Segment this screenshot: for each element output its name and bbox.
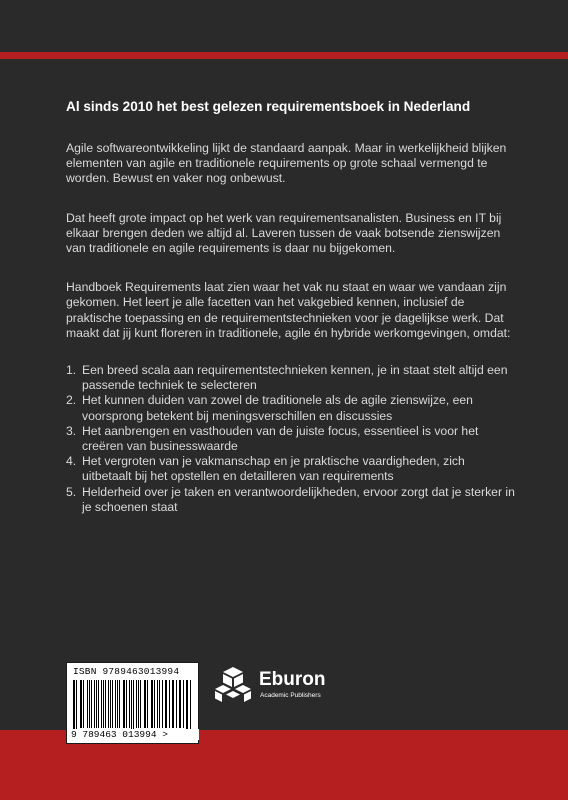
headline: Al sinds 2010 het best gelezen requirementsboek in Nederland (66, 99, 471, 114)
list-item (66, 393, 516, 423)
list-text: Het kunnen duiden van zowel de traditionele als de agile zienswijze, een voorsprong betekent bij meningsverschillen en discussies (82, 393, 473, 423)
publisher-subtitle: Academic Publishers (260, 692, 321, 699)
publisher-name: Eburon (259, 669, 326, 690)
benefits-list (66, 363, 516, 515)
list-item (66, 424, 516, 454)
list-text: Een breed scala aan requirementstechnieken kennen, je in staat stelt altijd een passende techniek te selecteren (82, 363, 508, 393)
publisher-logo (213, 665, 333, 705)
list-number: 3. (66, 423, 77, 438)
back-cover-text (66, 99, 516, 515)
barcode-digits: 9 789463 013994 > (69, 729, 199, 740)
barcode-bar (173, 680, 174, 728)
top-red-stripe (0, 52, 568, 59)
barcode-bar (96, 680, 97, 728)
eburon-cubes-icon (213, 665, 253, 705)
list-number: 4. (66, 454, 77, 469)
list-item (66, 485, 516, 515)
barcode-bar (140, 680, 141, 728)
list-text: Helderheid over je taken en verantwoordelijkheden, ervoor zorgt dat je sterker in je schoenen staat (82, 484, 515, 514)
list-text: Het vergroten van je vakmanschap en je praktische vaardigheden, zich uitbetaalt bij het opstellen en detailleren van requirements (82, 454, 465, 484)
isbn-label: ISBN 9789463013994 (73, 666, 180, 677)
barcode-bar (157, 680, 158, 728)
isbn-barcode (66, 662, 199, 744)
paragraph-handbook: Handboek Requirements laat zien waar het vak nu staat en waar we vandaan zijn gekomen. Het leert je alle facetten van het vakgebied kennen, inclusief de praktische toepassing en de requirementstechnieken voor je dagelijkse werk. Dat maakt dat jij kunt floreren in traditionele, agile én hybride werkomgevingen, omdat: (66, 280, 511, 340)
list-item (66, 454, 516, 484)
list-number: 2. (66, 393, 77, 408)
barcode-bars (73, 680, 193, 732)
barcode-bar (115, 680, 116, 728)
list-text: Het aanbrengen en vasthouden van de juiste focus, essentieel is voor het creëren van businesswaarde (82, 423, 479, 454)
paragraph-impact: Dat heeft grote impact op het werk van requirementsanalisten. Business en IT bij elkaar brengen deden we altijd al. Laveren tussen de vaak botsende zienswijzen van traditionele en agile requirements is daar nu bijgekomen. (66, 210, 502, 256)
paragraph-intro: Agile softwareontwikkeling lijkt de standaard aanpak. Maar in werkelijkheid blijken elementen van agile en traditionele requirements op grote schaal vermengd te worden. Bewust en vaker nog onbewust. (66, 141, 507, 186)
list-item (66, 363, 516, 393)
list-number: 1. (66, 363, 77, 378)
list-number: 5. (66, 484, 77, 499)
barcode-bar (83, 680, 84, 728)
